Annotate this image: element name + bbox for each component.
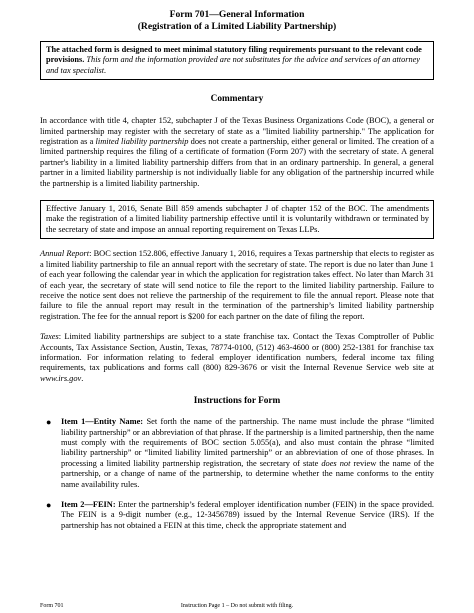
- disclaimer-bold: The attached form is designed to meet minimal statutory filing requirements pursuant to the relevant code provisions.: [46, 45, 422, 65]
- instruction-item-1-label: Item 1—Entity Name:: [61, 417, 144, 427]
- taxes-paragraph: [40, 332, 434, 384]
- irs-website-link[interactable]: www.irs.gov: [40, 373, 82, 383]
- document-page: [40, 0, 434, 541]
- instruction-item-2-label: Item 2—FEIN:: [61, 500, 116, 509]
- footer-page-note: Instruction Page 1 – Do not submit with filing.: [180, 603, 294, 609]
- instruction-item-1-text-b: review the name of the partnership, or a change of name of the partnership, to determine whether the name conforms to the entity name availability rules.: [61, 458, 434, 489]
- commentary-p1-italic: limited liability partnership: [95, 137, 189, 147]
- commentary-p1-text-b: does not create a partnership, either general or limited. The creation of a limited partnership requires the filing of a certificate of formation (Form 207) with the secretary of state. A general partner's liability in a limited liability partnership differs from that in an ordinary partnership. In general, a general partner in a limited liability partnership is not individually liable for any obligation of the partnership incurred while the partnership is a limited liability partnership.: [40, 137, 435, 188]
- instruction-item-1: [40, 417, 434, 490]
- annual-report-paragraph: [40, 249, 434, 322]
- form-title-line2: (Registration of a Limited Liability Partnership): [137, 21, 337, 32]
- bullet-icon: ●: [46, 500, 52, 510]
- instruction-item-2: [40, 500, 434, 531]
- footer-form-number: Form 701: [40, 603, 64, 609]
- commentary-p1-text-a: In accordance with title 4, chapter 152, subchapter J of the Texas Business Organizations Code (BOC), a general or limited partnership may register with the secretary of state as a "limited liability partnership." The application for registration as a: [40, 116, 434, 147]
- disclaimer-box: [40, 41, 434, 80]
- bullet-icon: ●: [46, 417, 52, 428]
- annual-report-label: Annual Report: [40, 249, 90, 259]
- taxes-label: Taxes: [40, 332, 59, 342]
- instructions-heading: Instructions for Form: [193, 396, 281, 407]
- disclaimer-italic: This form and the information provided are not substitutes for the advice and services of an attorney and tax specialist.: [46, 55, 420, 75]
- instruction-item-1-text-a: Set forth the name of the partnership. The name must include the phrase “limited liability partnership” or an abbreviation of that phrase. If the partnership is a limited partnership, then the name must comply with the requirements of BOC section 5.055(a), and also must contain the phrase “limited liability partnership” or “limited liability limited partnership” or an abbreviation of one of those phrases. In processing a limited liability partnership registration, the secretary of state: [61, 417, 434, 468]
- commentary-heading: Commentary: [210, 94, 264, 105]
- amendment-paragraph: Effective January 1, 2016, Senate Bill 859 amends subchapter J of chapter 152 of the BOC. The amendments make the registration of a limited liability partnership effective until it is voluntarily withdrawn or terminated by the secretary of state and impose an annual reporting requirement on Texas LLPs.: [46, 204, 429, 234]
- instruction-item-1-italic: does not: [321, 458, 351, 468]
- form-title: [40, 9, 434, 33]
- instruction-item-2-text-a: Enter the partnership’s federal employer identification number (FEIN) in the space provided. The FEIN is a 9-digit number (e.g., 12-3456789) issued by the Internal Revenue Service (IRS). If the partnership has not obtained a FEIN at this time, check the appropriate statement and: [61, 500, 434, 530]
- annual-report-text: : BOC section 152.806, effective January 1, 2016, requires a Texas partnership that elects to register as a limited liability partnership to file an annual report with the secretary of state. The report is due no later than June 1 of each year following the calendar year in which the application for registration takes effect. No later than March 31 of each year, the secretary of state will send notice to file the report to the limited liability partnership. Failure to receive the notice sent does not relieve the partnership of the requirement to file the annual report. Please note that failure to file the annual report may result in the termination of the partnership’s limited liability partnership registration. The fee for the annual report is $200 for each partner on the date of filing the report.: [40, 249, 434, 321]
- instructions-list: [40, 417, 434, 531]
- taxes-text: : Limited liability partnerships are subject to a state franchise tax. Contact the Texas Comptroller of Public Accounts, Tax Assistance Section, Austin, Texas, 78774-0100, (512) 463-4600 or (800) 252-1381 for franchise tax information. For information relating to federal employer identification numbers, federal income tax filing requirements, tax publications and forms call (800) 829-3676 or visit the Internal Revenue Service web site at: [40, 332, 434, 373]
- form-title-line1: Form 701—General Information: [169, 9, 305, 20]
- amendment-box: [40, 200, 434, 239]
- taxes-text-end: .: [81, 373, 84, 383]
- commentary-paragraph-1: [40, 116, 434, 189]
